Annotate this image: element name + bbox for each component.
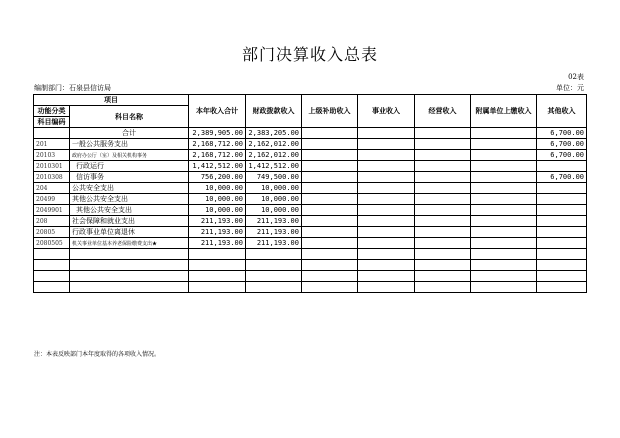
amount-cell bbox=[358, 238, 415, 249]
amount-cell bbox=[471, 183, 537, 194]
empty-cell bbox=[70, 271, 189, 282]
subject-name-cell: 公共安全支出 bbox=[70, 183, 189, 194]
income-summary-table bbox=[33, 94, 587, 293]
amount-cell bbox=[358, 161, 415, 172]
empty-row bbox=[34, 282, 587, 293]
table-row bbox=[34, 238, 587, 249]
empty-cell bbox=[70, 282, 189, 293]
amount-cell bbox=[302, 128, 358, 139]
amount-cell bbox=[302, 183, 358, 194]
amount-cell: 211,193.00 bbox=[189, 238, 246, 249]
table-row bbox=[34, 194, 587, 205]
amount-cell: 211,193.00 bbox=[189, 216, 246, 227]
amount-cell: 2,168,712.00 bbox=[189, 150, 246, 161]
subject-code-cell bbox=[34, 128, 70, 139]
amount-cell: 1,412,512.00 bbox=[246, 161, 302, 172]
amount-cell bbox=[537, 183, 587, 194]
empty-cell bbox=[189, 282, 246, 293]
empty-cell bbox=[471, 260, 537, 271]
empty-cell bbox=[471, 282, 537, 293]
unit-label: 单位：元 bbox=[556, 84, 584, 92]
amount-cell: 6,700.00 bbox=[537, 150, 587, 161]
col-header: 经营收入 bbox=[415, 95, 471, 128]
amount-cell bbox=[415, 227, 471, 238]
amount-cell bbox=[471, 150, 537, 161]
amount-cell bbox=[358, 194, 415, 205]
empty-cell bbox=[70, 260, 189, 271]
amount-cell bbox=[302, 150, 358, 161]
empty-cell bbox=[537, 271, 587, 282]
subject-code-cell: 2010308 bbox=[34, 172, 70, 183]
empty-cell bbox=[189, 260, 246, 271]
empty-cell bbox=[415, 282, 471, 293]
amount-cell bbox=[415, 172, 471, 183]
empty-cell bbox=[189, 249, 246, 260]
subject-code-cell: 2080505 bbox=[34, 238, 70, 249]
amount-cell bbox=[537, 205, 587, 216]
amount-cell: 6,700.00 bbox=[537, 128, 587, 139]
amount-cell bbox=[302, 216, 358, 227]
empty-cell bbox=[34, 249, 70, 260]
amount-cell: 2,389,905.00 bbox=[189, 128, 246, 139]
amount-cell: 2,168,712.00 bbox=[189, 139, 246, 150]
amount-cell bbox=[471, 216, 537, 227]
amount-cell bbox=[415, 183, 471, 194]
amount-cell: 211,193.00 bbox=[246, 216, 302, 227]
amount-cell bbox=[415, 194, 471, 205]
subject-code-cell: 20103 bbox=[34, 150, 70, 161]
amount-cell: 211,193.00 bbox=[189, 227, 246, 238]
table-row bbox=[34, 172, 587, 183]
amount-cell: 211,193.00 bbox=[246, 227, 302, 238]
subject-name-cell: 机关事业单位基本养老保险缴费支出★ bbox=[70, 238, 189, 249]
empty-cell bbox=[358, 249, 415, 260]
amount-cell bbox=[358, 216, 415, 227]
header-func-class: 功能分类 bbox=[34, 106, 70, 117]
empty-cell bbox=[302, 282, 358, 293]
col-header: 财政拨款收入 bbox=[246, 95, 302, 128]
header-subject-code: 科目编码 bbox=[34, 117, 70, 128]
table-row bbox=[34, 183, 587, 194]
subject-code-cell: 2049901 bbox=[34, 205, 70, 216]
empty-cell bbox=[358, 282, 415, 293]
department-label: 编制部门：石泉县信访局 bbox=[34, 84, 111, 92]
table-row bbox=[34, 150, 587, 161]
amount-cell bbox=[302, 172, 358, 183]
subject-code-cell: 2010301 bbox=[34, 161, 70, 172]
table-row bbox=[34, 227, 587, 238]
table-row bbox=[34, 128, 587, 139]
amount-cell: 10,000.00 bbox=[246, 183, 302, 194]
amount-cell: 10,000.00 bbox=[246, 194, 302, 205]
table-row bbox=[34, 139, 587, 150]
subject-code-cell: 204 bbox=[34, 183, 70, 194]
amount-cell bbox=[415, 150, 471, 161]
col-header: 其他收入 bbox=[537, 95, 587, 128]
empty-row bbox=[34, 249, 587, 260]
empty-cell bbox=[537, 249, 587, 260]
subject-code-cell: 201 bbox=[34, 139, 70, 150]
amount-cell bbox=[415, 216, 471, 227]
empty-cell bbox=[415, 271, 471, 282]
subject-name-cell: 其他公共安全支出 bbox=[70, 205, 189, 216]
subject-name-cell: 信访事务 bbox=[70, 172, 189, 183]
header-subject-name: 科目名称 bbox=[70, 106, 189, 128]
empty-cell bbox=[34, 282, 70, 293]
col-header: 本年收入合计 bbox=[189, 95, 246, 128]
subject-name-cell: 社会保障和就业支出 bbox=[70, 216, 189, 227]
empty-cell bbox=[302, 271, 358, 282]
empty-cell bbox=[246, 249, 302, 260]
amount-cell: 10,000.00 bbox=[189, 205, 246, 216]
empty-cell bbox=[471, 249, 537, 260]
empty-cell bbox=[70, 249, 189, 260]
amount-cell bbox=[358, 205, 415, 216]
subject-name-cell: 合计 bbox=[70, 128, 189, 139]
amount-cell bbox=[537, 216, 587, 227]
amount-cell bbox=[302, 238, 358, 249]
empty-cell bbox=[358, 260, 415, 271]
amount-cell bbox=[471, 139, 537, 150]
amount-cell bbox=[358, 128, 415, 139]
amount-cell bbox=[415, 238, 471, 249]
amount-cell: 211,193.00 bbox=[246, 238, 302, 249]
amount-cell bbox=[537, 227, 587, 238]
col-header: 上级补助收入 bbox=[302, 95, 358, 128]
col-header: 事业收入 bbox=[358, 95, 415, 128]
amount-cell: 1,412,512.00 bbox=[189, 161, 246, 172]
amount-cell: 2,383,205.00 bbox=[246, 128, 302, 139]
empty-cell bbox=[358, 271, 415, 282]
col-header: 附属单位上缴收入 bbox=[471, 95, 537, 128]
amount-cell bbox=[302, 139, 358, 150]
amount-cell bbox=[302, 161, 358, 172]
empty-cell bbox=[246, 282, 302, 293]
empty-cell bbox=[34, 260, 70, 271]
amount-cell: 2,162,012.00 bbox=[246, 139, 302, 150]
empty-cell bbox=[302, 260, 358, 271]
empty-cell bbox=[537, 260, 587, 271]
amount-cell bbox=[302, 205, 358, 216]
amount-cell bbox=[537, 161, 587, 172]
subject-name-cell: 其他公共安全支出 bbox=[70, 194, 189, 205]
subject-name-cell: 一般公共服务支出 bbox=[70, 139, 189, 150]
form-number: 02表 bbox=[568, 73, 584, 81]
amount-cell bbox=[537, 238, 587, 249]
amount-cell bbox=[358, 172, 415, 183]
amount-cell bbox=[358, 139, 415, 150]
amount-cell: 749,500.00 bbox=[246, 172, 302, 183]
amount-cell: 6,700.00 bbox=[537, 172, 587, 183]
empty-cell bbox=[246, 260, 302, 271]
amount-cell: 10,000.00 bbox=[189, 183, 246, 194]
amount-cell bbox=[358, 183, 415, 194]
empty-row bbox=[34, 271, 587, 282]
subject-name-cell: 政府办公厅（室）及相关机构事务 bbox=[70, 150, 189, 161]
amount-cell: 10,000.00 bbox=[246, 205, 302, 216]
amount-cell bbox=[537, 194, 587, 205]
amount-cell bbox=[471, 128, 537, 139]
amount-cell bbox=[415, 139, 471, 150]
amount-cell: 2,162,012.00 bbox=[246, 150, 302, 161]
footnote: 注：本表反映部门本年度取得的各项收入情况。 bbox=[34, 351, 161, 358]
amount-cell bbox=[358, 227, 415, 238]
table-row bbox=[34, 216, 587, 227]
subject-name-cell: 行政事业单位离退休 bbox=[70, 227, 189, 238]
empty-cell bbox=[471, 271, 537, 282]
amount-cell: 6,700.00 bbox=[537, 139, 587, 150]
empty-cell bbox=[415, 260, 471, 271]
subject-name-cell: 行政运行 bbox=[70, 161, 189, 172]
subject-code-cell: 20499 bbox=[34, 194, 70, 205]
empty-cell bbox=[302, 249, 358, 260]
empty-cell bbox=[537, 282, 587, 293]
subject-code-cell: 20805 bbox=[34, 227, 70, 238]
amount-cell bbox=[471, 227, 537, 238]
empty-cell bbox=[189, 271, 246, 282]
page-title: 部门决算收入总表 bbox=[241, 45, 378, 64]
empty-cell bbox=[415, 249, 471, 260]
amount-cell bbox=[471, 194, 537, 205]
table-row bbox=[34, 161, 587, 172]
amount-cell bbox=[415, 161, 471, 172]
amount-cell bbox=[415, 205, 471, 216]
empty-cell bbox=[34, 271, 70, 282]
amount-cell: 10,000.00 bbox=[189, 194, 246, 205]
table-row bbox=[34, 205, 587, 216]
amount-cell bbox=[302, 194, 358, 205]
amount-cell bbox=[358, 150, 415, 161]
amount-cell: 756,200.00 bbox=[189, 172, 246, 183]
empty-row bbox=[34, 260, 587, 271]
amount-cell bbox=[415, 128, 471, 139]
amount-cell bbox=[471, 161, 537, 172]
amount-cell bbox=[471, 205, 537, 216]
amount-cell bbox=[471, 238, 537, 249]
amount-cell bbox=[302, 227, 358, 238]
empty-cell bbox=[246, 271, 302, 282]
header-item: 项目 bbox=[34, 95, 189, 106]
subject-code-cell: 208 bbox=[34, 216, 70, 227]
amount-cell bbox=[471, 172, 537, 183]
